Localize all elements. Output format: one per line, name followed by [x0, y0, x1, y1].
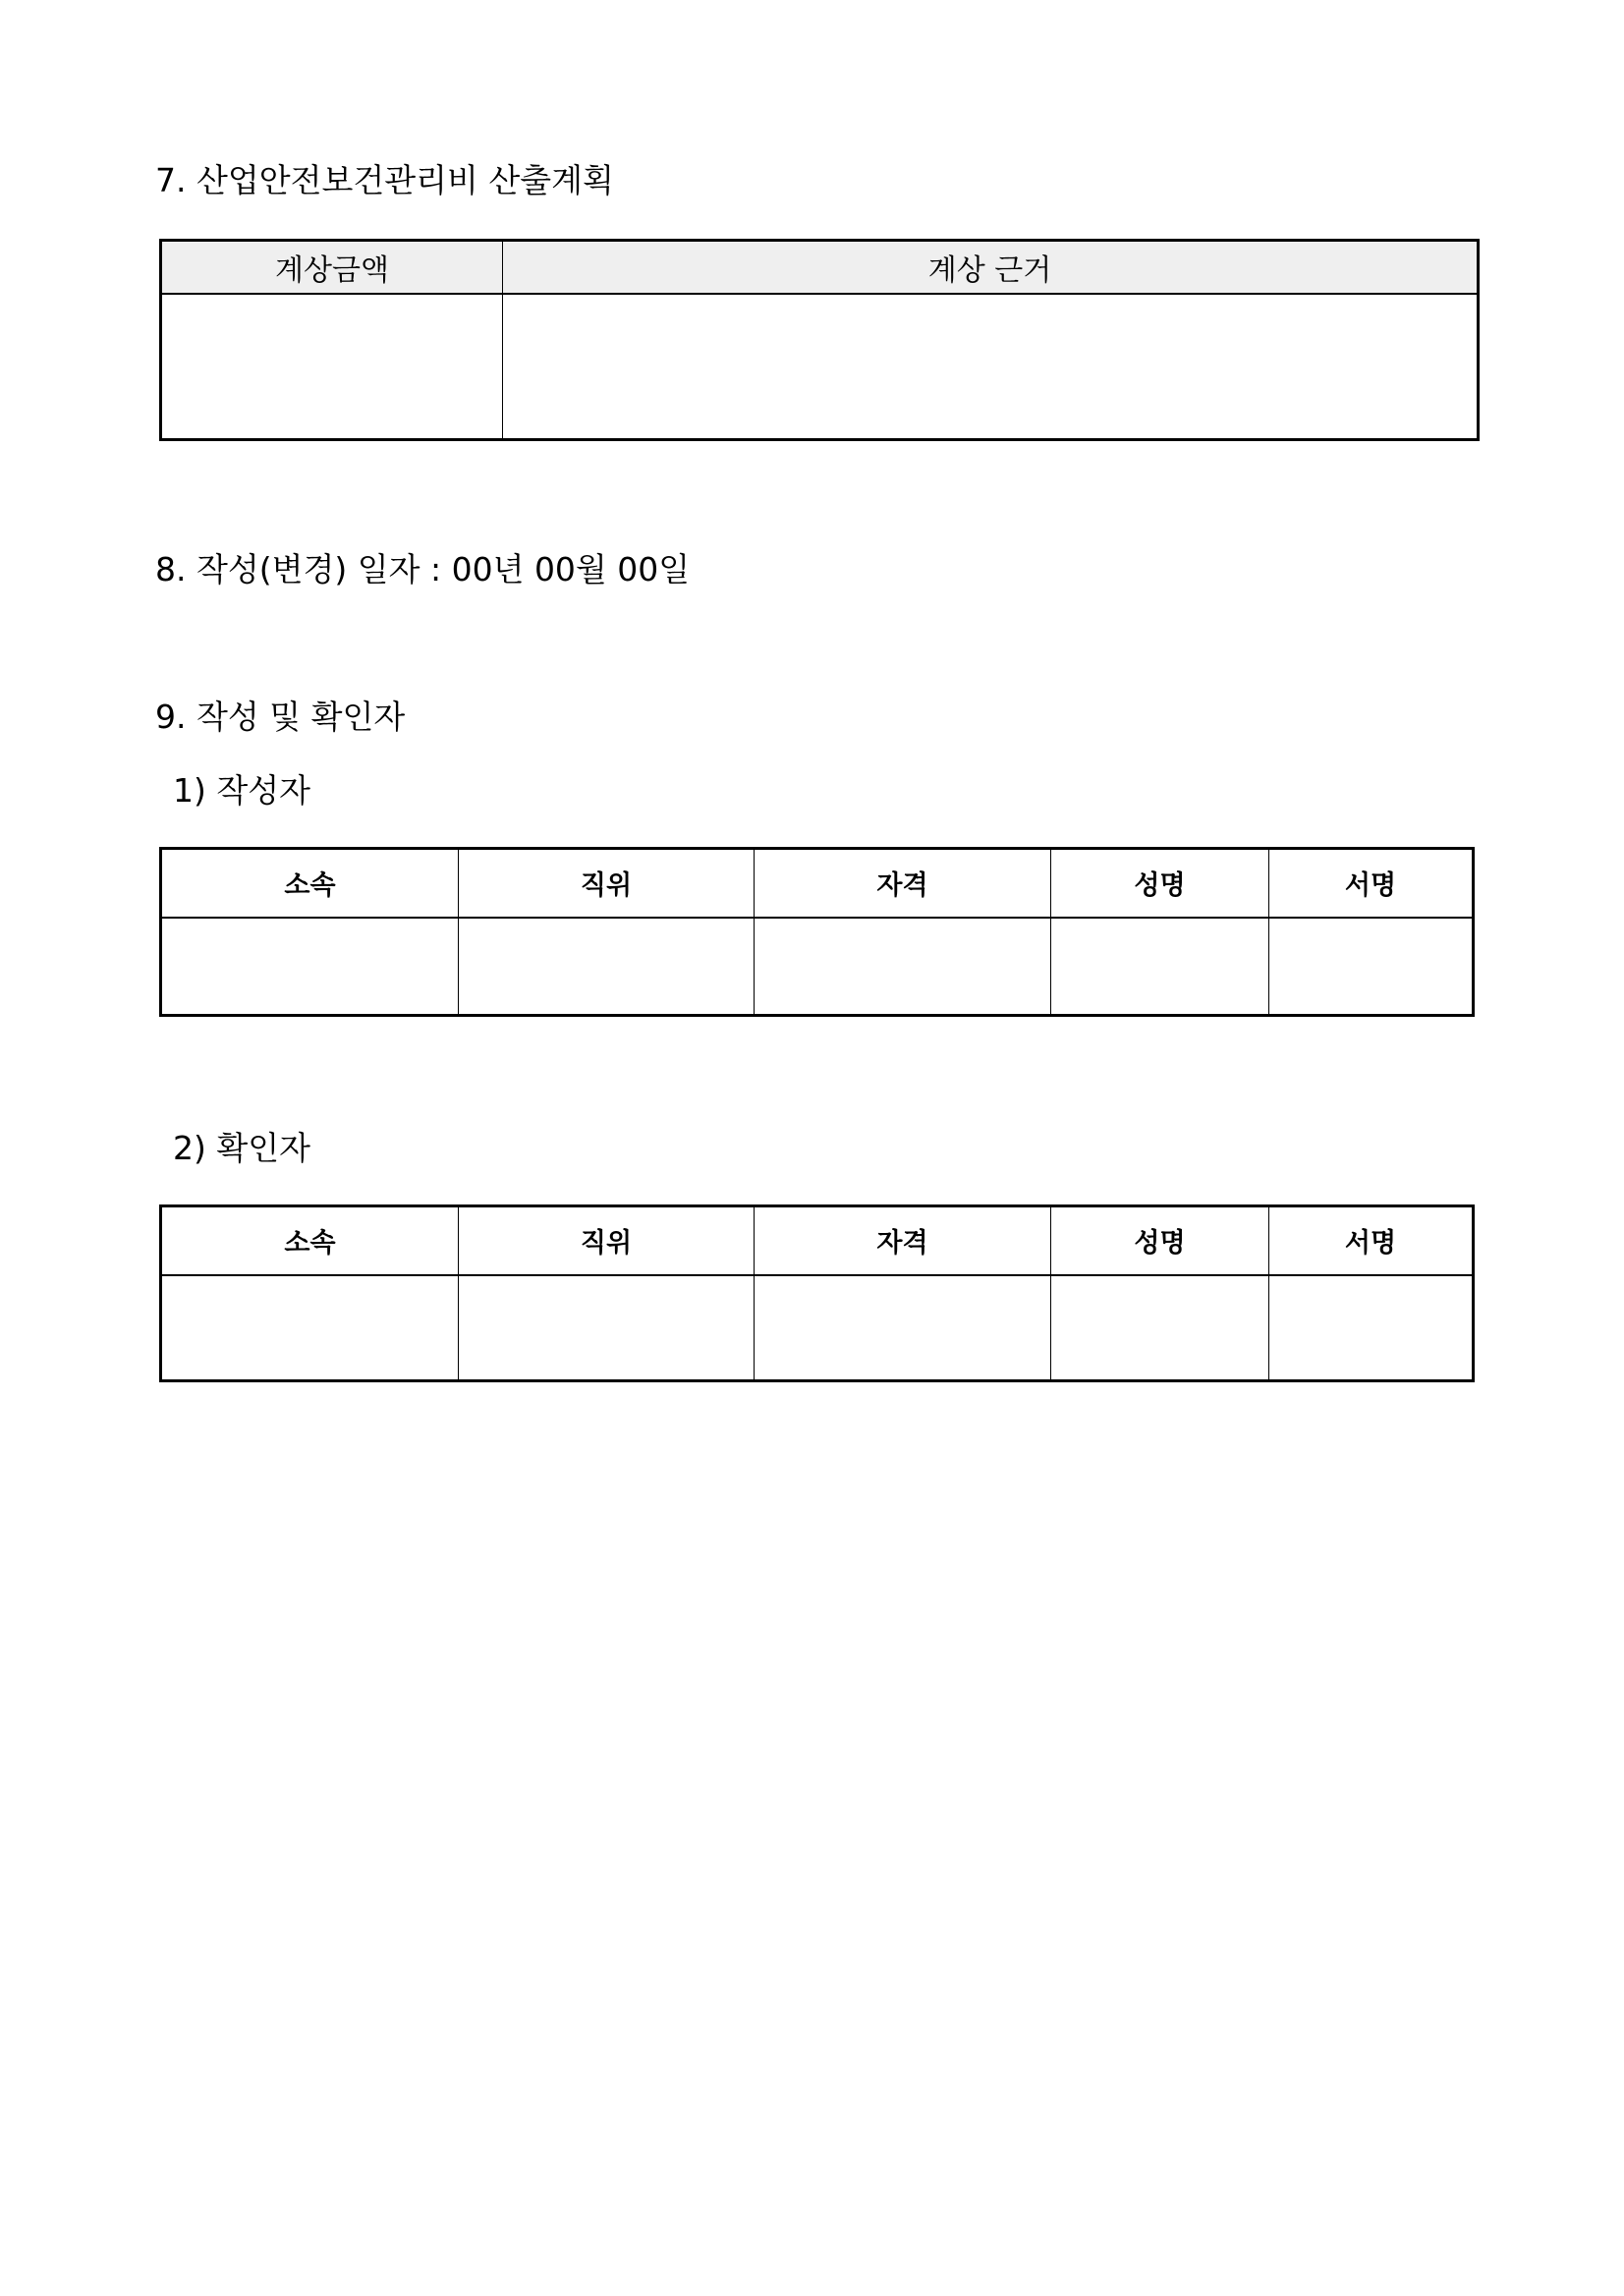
header-name: 성명	[1051, 849, 1269, 918]
qualification-cell[interactable]	[755, 918, 1051, 1016]
header-basis: 계상 근거	[503, 241, 1479, 294]
header-qualification: 자격	[755, 1206, 1051, 1275]
affiliation-cell[interactable]	[161, 918, 459, 1016]
section-9-heading: 9. 작성 및 확인자	[155, 698, 406, 736]
safety-cost-table	[159, 239, 1480, 441]
name-cell[interactable]	[1051, 918, 1269, 1016]
header-name: 성명	[1051, 1206, 1269, 1275]
author-subheading: 1) 작성자	[173, 771, 310, 810]
affiliation-cell[interactable]	[161, 1275, 459, 1381]
section-7-heading: 7. 산업안전보건관리비 산출계획	[155, 161, 614, 199]
qualification-cell[interactable]	[755, 1275, 1051, 1381]
header-signature: 서명	[1269, 849, 1474, 918]
confirmer-subheading: 2) 확인자	[173, 1129, 310, 1167]
signature-cell[interactable]	[1269, 1275, 1474, 1381]
header-position: 직위	[459, 849, 755, 918]
header-affiliation: 소속	[161, 849, 459, 918]
position-cell[interactable]	[459, 1275, 755, 1381]
name-cell[interactable]	[1051, 1275, 1269, 1381]
header-affiliation: 소속	[161, 1206, 459, 1275]
amount-cell[interactable]	[161, 294, 503, 440]
section-8-heading: 8. 작성(변경) 일자 : 00년 00월 00일	[155, 550, 691, 588]
header-signature: 서명	[1269, 1206, 1474, 1275]
header-position: 직위	[459, 1206, 755, 1275]
basis-cell[interactable]	[503, 294, 1479, 440]
signature-cell[interactable]	[1269, 918, 1474, 1016]
author-table	[159, 847, 1475, 1017]
header-amount: 계상금액	[161, 241, 503, 294]
confirmer-table	[159, 1204, 1475, 1382]
position-cell[interactable]	[459, 918, 755, 1016]
header-qualification: 자격	[755, 849, 1051, 918]
